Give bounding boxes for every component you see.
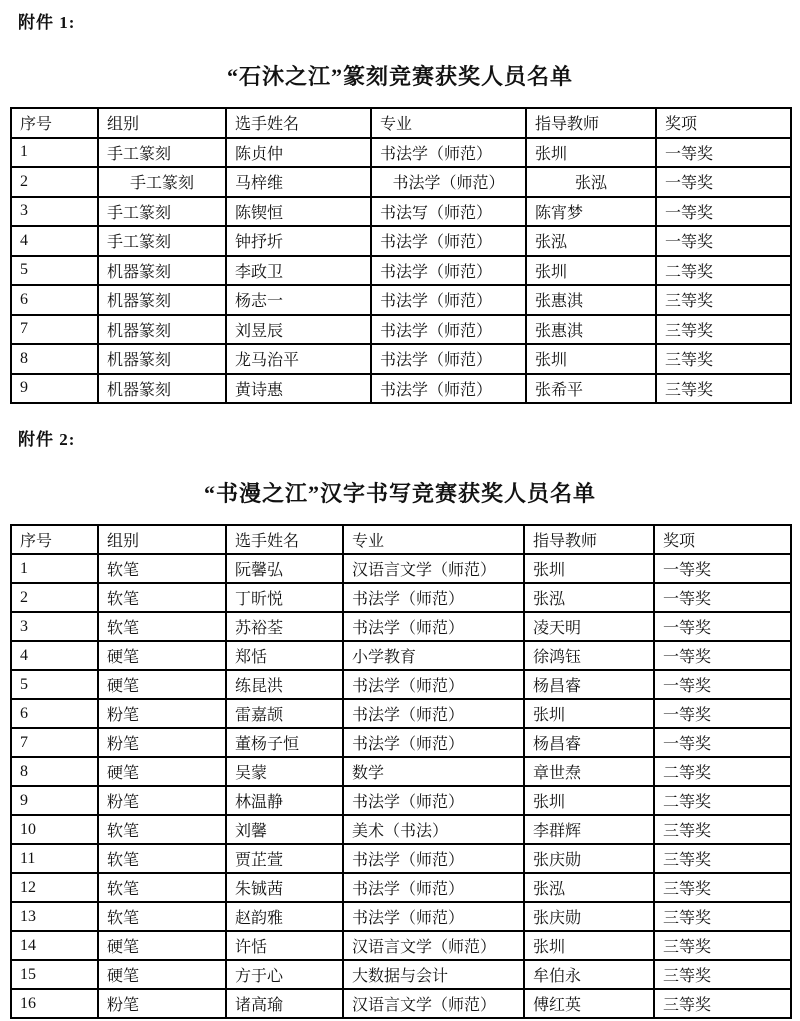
table-row xyxy=(11,197,791,227)
header-row xyxy=(11,108,791,138)
table-cell: 6 xyxy=(11,285,98,315)
table-cell: 马梓维 xyxy=(226,167,371,197)
awards-table-seal-carving xyxy=(10,107,792,404)
table-cell: 手工篆刻 xyxy=(98,167,226,197)
table-row xyxy=(11,699,791,728)
table-cell: 一等奖 xyxy=(654,641,791,670)
table-row xyxy=(11,815,791,844)
table-cell: 诸高瑜 xyxy=(226,989,343,1018)
table-cell: 9 xyxy=(11,374,98,404)
table-row xyxy=(11,138,791,168)
table-row xyxy=(11,641,791,670)
table-cell: 练昆洪 xyxy=(226,670,343,699)
table-row xyxy=(11,902,791,931)
table-cell: 书法学（师范） xyxy=(371,256,526,286)
table-cell: 三等奖 xyxy=(656,285,791,315)
table-cell: 陈宵梦 xyxy=(526,197,656,227)
table-cell: 一等奖 xyxy=(654,612,791,641)
table-cell: 张泓 xyxy=(526,226,656,256)
table-row xyxy=(11,374,791,404)
table-cell: 张泓 xyxy=(524,873,654,902)
table-cell: 许恬 xyxy=(226,931,343,960)
table-cell: 刘昱辰 xyxy=(226,315,371,345)
table-cell: 硬笔 xyxy=(98,960,226,989)
table-row xyxy=(11,226,791,256)
table-cell: 一等奖 xyxy=(656,226,791,256)
table-cell: 丁昕悦 xyxy=(226,583,343,612)
table-cell: 书法写（师范） xyxy=(371,197,526,227)
table-cell: 张庆勋 xyxy=(524,844,654,873)
table-cell: 书法学（师范） xyxy=(343,844,524,873)
table-cell: 二等奖 xyxy=(654,757,791,786)
table-cell: 陈贞仲 xyxy=(226,138,371,168)
header-row xyxy=(11,525,791,554)
table-cell: 杨志一 xyxy=(226,285,371,315)
table-cell: 张圳 xyxy=(526,138,656,168)
table-cell: 书法学（师范） xyxy=(371,344,526,374)
header-cell: 指导教师 xyxy=(526,108,656,138)
table-cell: 机器篆刻 xyxy=(98,374,226,404)
table-cell: 徐鸿钰 xyxy=(524,641,654,670)
table-cell: 章世焘 xyxy=(524,757,654,786)
table-cell: 张圳 xyxy=(526,256,656,286)
table-cell: 7 xyxy=(11,315,98,345)
table-cell: 张圳 xyxy=(524,931,654,960)
table-cell: 书法学（师范） xyxy=(343,699,524,728)
table-cell: 一等奖 xyxy=(656,197,791,227)
table-cell: 一等奖 xyxy=(656,167,791,197)
table-cell: 钟抒圻 xyxy=(226,226,371,256)
table-cell: 数学 xyxy=(343,757,524,786)
table-cell: 汉语言文学（师范） xyxy=(343,931,524,960)
table-row xyxy=(11,989,791,1018)
table-cell: 刘馨 xyxy=(226,815,343,844)
table-cell: 林温静 xyxy=(226,786,343,815)
table-cell: 书法学（师范） xyxy=(343,902,524,931)
table-cell: 软笔 xyxy=(98,902,226,931)
table-row xyxy=(11,554,791,583)
table-cell: 2 xyxy=(11,167,98,197)
table-cell: 12 xyxy=(11,873,98,902)
table-row xyxy=(11,285,791,315)
header-cell: 奖项 xyxy=(654,525,791,554)
table-cell: 阮馨弘 xyxy=(226,554,343,583)
table-cell: 三等奖 xyxy=(656,315,791,345)
table-cell: 4 xyxy=(11,641,98,670)
table-cell: 李政卫 xyxy=(226,256,371,286)
table-cell: 机器篆刻 xyxy=(98,315,226,345)
table-row xyxy=(11,960,791,989)
table-row xyxy=(11,583,791,612)
header-cell: 序号 xyxy=(11,108,98,138)
table-cell: 5 xyxy=(11,670,98,699)
table-row xyxy=(11,786,791,815)
header-cell: 专业 xyxy=(371,108,526,138)
table-cell: 书法学（师范） xyxy=(371,285,526,315)
table-cell: 董杨子恒 xyxy=(226,728,343,757)
table-cell: 一等奖 xyxy=(654,670,791,699)
header-cell: 组别 xyxy=(98,525,226,554)
table-cell: 陈锲恒 xyxy=(226,197,371,227)
table-cell: 三等奖 xyxy=(654,902,791,931)
table-row xyxy=(11,873,791,902)
table-cell: 1 xyxy=(11,138,98,168)
table-row xyxy=(11,256,791,286)
table-cell: 粉笔 xyxy=(98,989,226,1018)
table-cell: 1 xyxy=(11,554,98,583)
table-cell: 7 xyxy=(11,728,98,757)
table-cell: 傅红英 xyxy=(524,989,654,1018)
table-cell: 5 xyxy=(11,256,98,286)
table-1-title: “石沐之江”篆刻竞赛获奖人员名单 xyxy=(226,64,573,89)
table-cell: 牟伯永 xyxy=(524,960,654,989)
table-cell: 书法学（师范） xyxy=(343,670,524,699)
table-cell: 张圳 xyxy=(524,699,654,728)
table-cell: 书法学（师范） xyxy=(371,138,526,168)
table-cell: 三等奖 xyxy=(654,815,791,844)
table-cell: 张圳 xyxy=(524,786,654,815)
table-cell: 硬笔 xyxy=(98,670,226,699)
table-cell: 赵韵雅 xyxy=(226,902,343,931)
table-cell: 2 xyxy=(11,583,98,612)
header-cell: 指导教师 xyxy=(524,525,654,554)
header-cell: 奖项 xyxy=(656,108,791,138)
table-cell: 三等奖 xyxy=(654,931,791,960)
table-cell: 3 xyxy=(11,197,98,227)
table-2-title: “书漫之江”汉字书写竞赛获奖人员名单 xyxy=(203,481,596,506)
table-cell: 郑恬 xyxy=(226,641,343,670)
table-cell: 书法学（师范） xyxy=(343,786,524,815)
table-cell: 二等奖 xyxy=(654,786,791,815)
table-cell: 13 xyxy=(11,902,98,931)
table-cell: 3 xyxy=(11,612,98,641)
table-cell: 软笔 xyxy=(98,612,226,641)
awards-table-handwriting xyxy=(10,524,792,1019)
header-cell: 选手姓名 xyxy=(226,108,371,138)
table-cell: 16 xyxy=(11,989,98,1018)
header-cell: 专业 xyxy=(343,525,524,554)
header-cell: 组别 xyxy=(98,108,226,138)
table-cell: 书法学（师范） xyxy=(371,315,526,345)
table-cell: 张惠淇 xyxy=(526,285,656,315)
table-cell: 硬笔 xyxy=(98,931,226,960)
table-cell: 书法学（师范） xyxy=(371,226,526,256)
table-cell: 一等奖 xyxy=(656,138,791,168)
table-cell: 三等奖 xyxy=(654,989,791,1018)
table-cell: 方于心 xyxy=(226,960,343,989)
table-row xyxy=(11,344,791,374)
table-cell: 张惠淇 xyxy=(526,315,656,345)
table-cell: 张希平 xyxy=(526,374,656,404)
table-cell: 张圳 xyxy=(524,554,654,583)
table-cell: 软笔 xyxy=(98,554,226,583)
table-cell: 软笔 xyxy=(98,815,226,844)
table-cell: 硬笔 xyxy=(98,757,226,786)
table-cell: 书法学（师范） xyxy=(371,374,526,404)
table-cell: 14 xyxy=(11,931,98,960)
table-cell: 张泓 xyxy=(526,167,656,197)
table-cell: 书法学（师范） xyxy=(343,873,524,902)
table-cell: 二等奖 xyxy=(656,256,791,286)
table-cell: 苏裕荃 xyxy=(226,612,343,641)
table-cell: 张庆勋 xyxy=(524,902,654,931)
table-cell: 8 xyxy=(11,757,98,786)
table-row xyxy=(11,167,791,197)
table-cell: 书法学（师范） xyxy=(371,167,526,197)
table-cell: 汉语言文学（师范） xyxy=(343,554,524,583)
header-cell: 选手姓名 xyxy=(226,525,343,554)
table-cell: 机器篆刻 xyxy=(98,285,226,315)
table-cell: 软笔 xyxy=(98,873,226,902)
table-cell: 黄诗惠 xyxy=(226,374,371,404)
table-cell: 15 xyxy=(11,960,98,989)
table-cell: 三等奖 xyxy=(656,374,791,404)
table-row xyxy=(11,931,791,960)
table-cell: 粉笔 xyxy=(98,699,226,728)
table-cell: 粉笔 xyxy=(98,786,226,815)
table-cell: 机器篆刻 xyxy=(98,256,226,286)
table-cell: 杨昌睿 xyxy=(524,728,654,757)
table-cell: 大数据与会计 xyxy=(343,960,524,989)
table-row xyxy=(11,844,791,873)
attachment-1-label: 附件 1: xyxy=(18,13,76,32)
table-cell: 手工篆刻 xyxy=(98,138,226,168)
table-cell: 软笔 xyxy=(98,583,226,612)
table-cell: 软笔 xyxy=(98,844,226,873)
table-cell: 凌天明 xyxy=(524,612,654,641)
table-cell: 10 xyxy=(11,815,98,844)
table-cell: 4 xyxy=(11,226,98,256)
table-cell: 11 xyxy=(11,844,98,873)
table-cell: 美术（书法） xyxy=(343,815,524,844)
table-cell: 贾芷萱 xyxy=(226,844,343,873)
table-row xyxy=(11,728,791,757)
table-cell: 一等奖 xyxy=(654,583,791,612)
table-cell: 三等奖 xyxy=(656,344,791,374)
table-row xyxy=(11,612,791,641)
table-cell: 吴蒙 xyxy=(226,757,343,786)
header-cell: 序号 xyxy=(11,525,98,554)
table-cell: 书法学（师范） xyxy=(343,612,524,641)
table-cell: 龙马治平 xyxy=(226,344,371,374)
table-cell: 雷嘉颉 xyxy=(226,699,343,728)
table-cell: 三等奖 xyxy=(654,960,791,989)
table-cell: 三等奖 xyxy=(654,844,791,873)
table-cell: 9 xyxy=(11,786,98,815)
table-row xyxy=(11,757,791,786)
table-cell: 李群辉 xyxy=(524,815,654,844)
table-cell: 手工篆刻 xyxy=(98,226,226,256)
table-cell: 一等奖 xyxy=(654,554,791,583)
table-cell: 朱铖茜 xyxy=(226,873,343,902)
table-cell: 机器篆刻 xyxy=(98,344,226,374)
table-cell: 书法学（师范） xyxy=(343,728,524,757)
table-cell: 粉笔 xyxy=(98,728,226,757)
table-cell: 张泓 xyxy=(524,583,654,612)
attachment-2-label: 附件 2: xyxy=(18,430,76,449)
table-cell: 杨昌睿 xyxy=(524,670,654,699)
table-cell: 8 xyxy=(11,344,98,374)
table-cell: 书法学（师范） xyxy=(343,583,524,612)
table-cell: 小学教育 xyxy=(343,641,524,670)
table-cell: 硬笔 xyxy=(98,641,226,670)
table-cell: 手工篆刻 xyxy=(98,197,226,227)
table-cell: 三等奖 xyxy=(654,873,791,902)
table-cell: 汉语言文学（师范） xyxy=(343,989,524,1018)
table-cell: 6 xyxy=(11,699,98,728)
table-cell: 一等奖 xyxy=(654,728,791,757)
table-row xyxy=(11,315,791,345)
table-row xyxy=(11,670,791,699)
table-cell: 一等奖 xyxy=(654,699,791,728)
table-cell: 张圳 xyxy=(526,344,656,374)
